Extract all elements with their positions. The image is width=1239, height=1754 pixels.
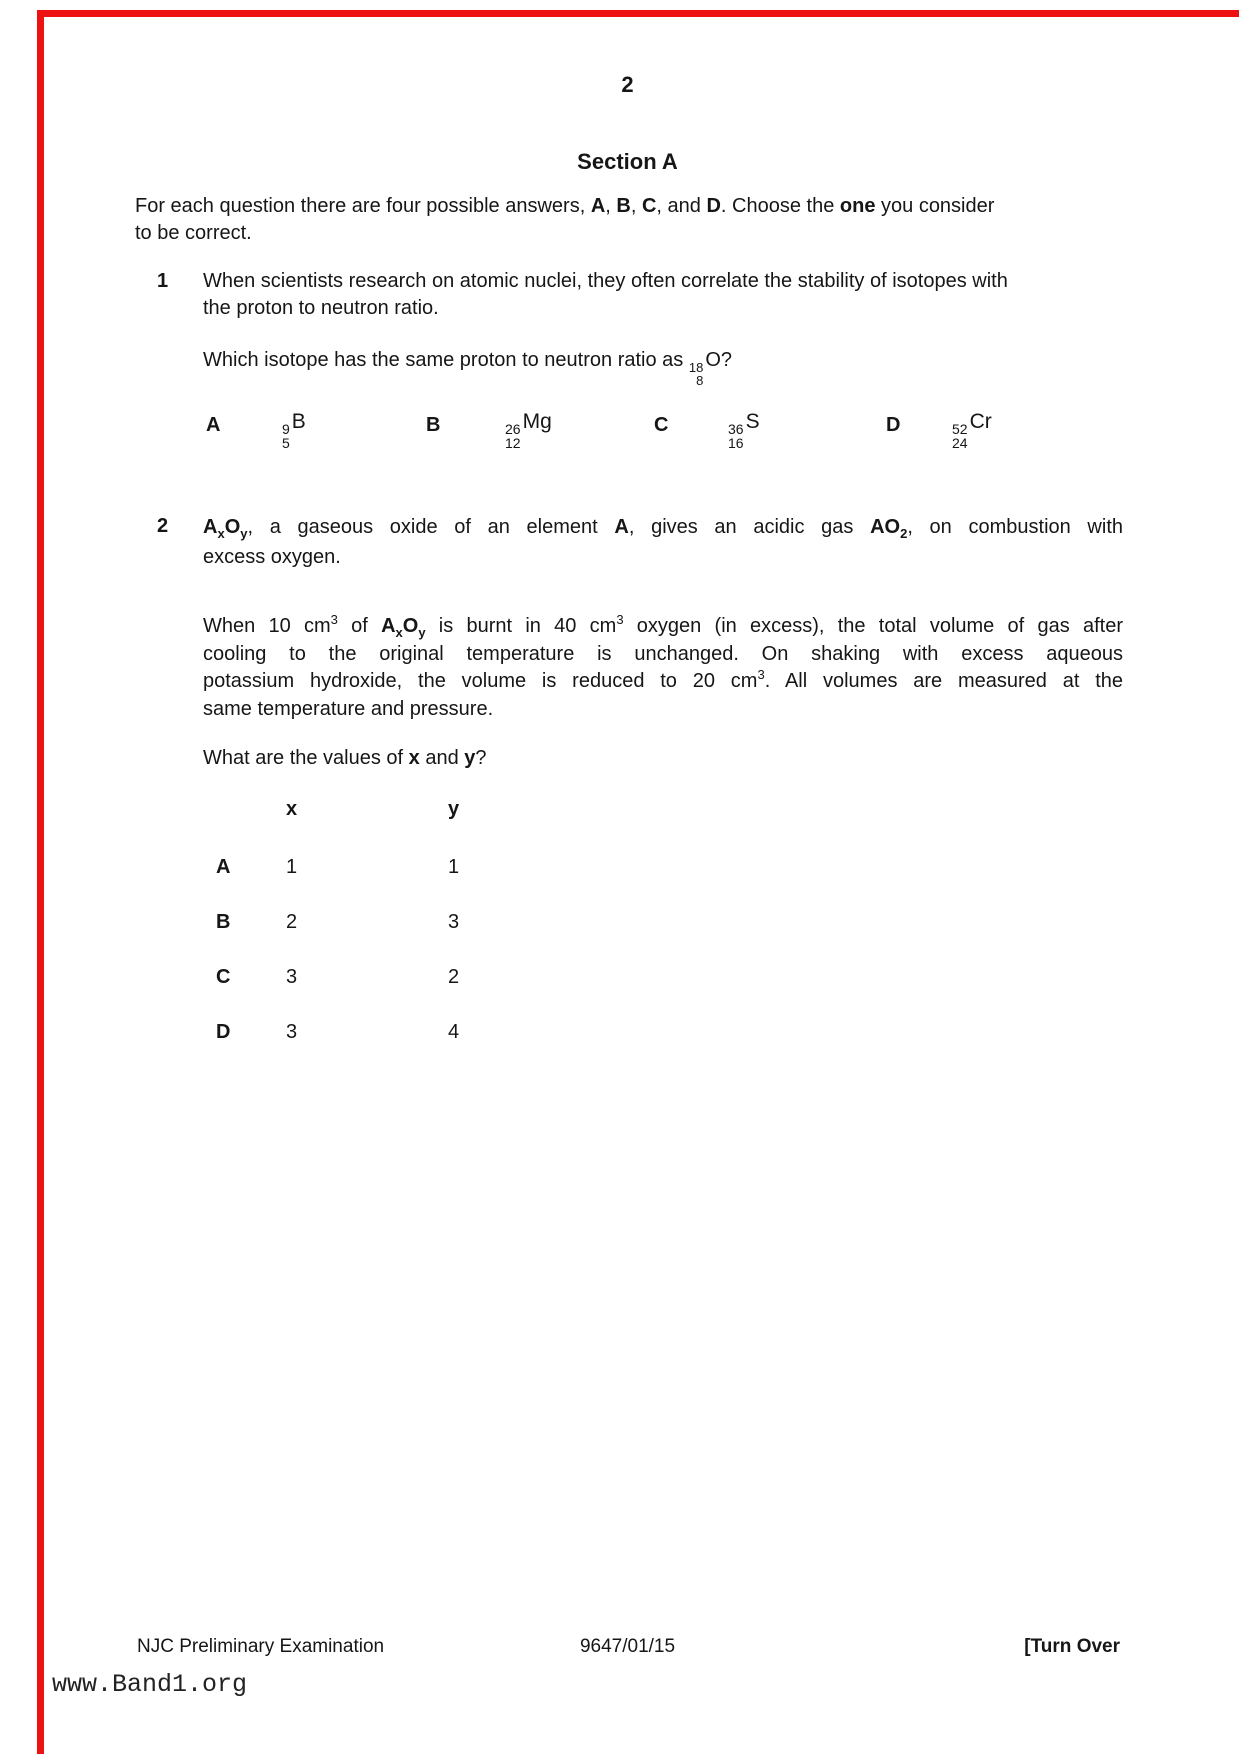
page-footer xyxy=(135,1636,1120,1662)
margin-rule-left xyxy=(37,10,44,1754)
question-1-line-2: the proton to neutron ratio. xyxy=(203,297,439,319)
footer-paper-code: 9647/01/15 xyxy=(579,1636,676,1657)
column-header-y: y xyxy=(448,798,460,820)
footer-turn-over: [Turn Over xyxy=(1024,1636,1120,1657)
option-letter-b: B xyxy=(426,414,441,436)
question-2-para1-line-2: excess oxygen. xyxy=(203,546,341,568)
question-1-number: 1 xyxy=(157,270,169,292)
question-2-para2-line-2: cooling to the original temperature is unchanged. On shaking with excess aqueous xyxy=(203,643,1123,665)
section-title: Section A xyxy=(577,149,678,174)
option-c-nuclide: 36 16 S xyxy=(728,410,760,451)
instructions-line-2: to be correct. xyxy=(135,222,252,244)
footer-exam-name: NJC Preliminary Examination xyxy=(137,1636,385,1657)
question-2-text xyxy=(203,513,1123,571)
question-1-options xyxy=(0,410,1239,456)
question-2-prompt: What are the values of x and y? xyxy=(203,747,487,769)
question-1-text xyxy=(203,268,1123,322)
question-2-para2-line-4: same temperature and pressure. xyxy=(203,698,494,720)
question-2-paragraph-2 xyxy=(203,613,1123,723)
question-1-prompt: Which isotope has the same proton to neutron ratio as 18 8 O? xyxy=(203,349,732,388)
option-b-nuclide: 26 12 Mg xyxy=(505,410,552,451)
question-2-number: 2 xyxy=(157,515,169,537)
option-letter-d: D xyxy=(886,414,901,436)
exam-page: 2 Section A For each question there are four possible answers, A, B, C, and D. Choose the one you consider to be correct. 1 When scientists research on atomic nuclei, they often correlate the stability of isotopes with the proton to neutron ratio. Which isotope has the same proton to neutron ratio as 18 8 O? A 9 5 B B 26 12 Mg C 36 16 S D 52 24 Cr 2 $A_xO_y$, a gaseous oxide of an element A, gives an acidic gas $AO_2$, on combustion with excess oxygen. When 10 $cm^3$ of $A_xO_y$ is burnt in 40 $cm^3$ oxygen (in excess), the total volume of gas after cooling to the original temperature is unchanged. On shaking with excess aqueous potassium hydroxide, the volume is reduced to 20 $cm^3$. All volumes are measured at the same temperature and pressure. What are the values of x and y? x y A 1 1 B 2 3 C 3 2 D 3 4 NJC Preliminary Examination 9647/01/15 [Turn Over www.Band1.org xyxy=(0,0,1239,1754)
question-1-line-1: When scientists research on atomic nuclei, they often correlate the stability of isotopes with xyxy=(203,270,1008,292)
watermark-url: www.Band1.org xyxy=(52,1670,248,1699)
question-2-para1-line-1: $A_xO_y$, a gaseous oxide of an element A, gives an acidic gas $AO_2$, on combustion with xyxy=(203,516,1123,541)
option-d-nuclide: 52 24 Cr xyxy=(952,410,992,451)
instructions-line-1: For each question there are four possible answers, A, B, C, and D. Choose the one you consider xyxy=(135,195,995,217)
option-letter-a: A xyxy=(206,414,221,436)
margin-rule-top xyxy=(37,10,1239,17)
page-number: 2 xyxy=(621,72,634,97)
column-header-x: x xyxy=(286,798,298,820)
question-2-para2-line-1: When 10 $cm^3$ of $A_xO_y$ is burnt in 40 $cm^3$ oxygen (in excess), the total volume of gas after xyxy=(203,612,1123,640)
option-letter-c: C xyxy=(654,414,669,436)
option-a-nuclide: 9 5 B xyxy=(282,410,306,451)
question-2-para2-line-3: potassium hydroxide, the volume is reduced to 20 $cm^3$. All volumes are measured at the xyxy=(203,667,1123,692)
section-instructions xyxy=(135,193,1125,247)
